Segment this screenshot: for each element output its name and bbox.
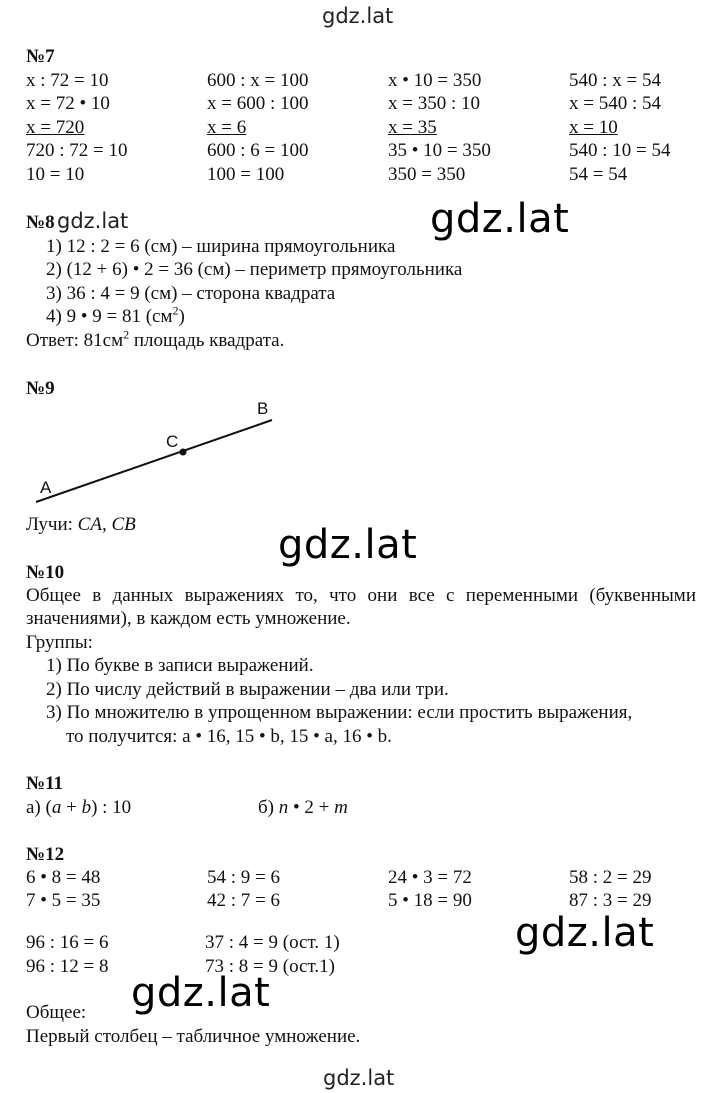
- watermark-bottom: gdz.lat: [323, 1066, 395, 1090]
- task-10-item3: 3) По множителю в упрощенном выражении: если простить выражения,: [46, 702, 633, 723]
- task-7-col3-line5: 350 = 350: [388, 164, 466, 185]
- task-7-col4-line1: 540 : x = 54: [569, 70, 661, 91]
- task-12-r4c2: 73 : 8 = 9 (ост.1): [205, 956, 335, 977]
- task-7-col4-line4: 540 : 10 = 54: [569, 140, 671, 161]
- task-12-r1c1: 6 • 8 = 48: [26, 867, 101, 888]
- task-7-col3-line2: x = 350 : 10: [388, 93, 480, 114]
- task-9-title: №9: [26, 378, 55, 399]
- point-c: [180, 449, 187, 456]
- task-12-common-text: Первый столбец – табличное умножение.: [26, 1026, 361, 1047]
- ray-diagram: [0, 395, 320, 515]
- task-7-col3-line4: 35 • 10 = 350: [388, 140, 491, 161]
- label-b: B: [257, 399, 269, 418]
- task-12-r1c3: 24 • 3 = 72: [388, 867, 472, 888]
- task-12-r3c1: 96 : 16 = 6: [26, 932, 109, 953]
- task-10-text: Общее в данных выражениях то, что они все с переменными (буквенными значениями), в каждом есть умножение.: [26, 585, 696, 629]
- task-10-item1: 1) По букве в записи выражений.: [46, 655, 314, 676]
- task-12-r1c4: 58 : 2 = 29: [569, 867, 652, 888]
- task-12-r2c2: 42 : 7 = 6: [207, 890, 280, 911]
- task-12-title: №12: [26, 844, 65, 865]
- task-8-line2: 2) (12 + 6) • 2 = 36 (см) – периметр прямоугольника: [46, 259, 463, 280]
- task-12-r4c1: 96 : 12 = 8: [26, 956, 109, 977]
- task-7-col4-line5: 54 = 54: [569, 164, 628, 185]
- task-8-title: №8: [26, 212, 55, 233]
- task-12-r2c3: 5 • 18 = 90: [388, 890, 472, 911]
- task-12-r2c4: 87 : 3 = 29: [569, 890, 652, 911]
- task-9-rays: Лучи: CA, CB: [26, 514, 136, 535]
- task-7-col1-line2: x = 72 • 10: [26, 93, 110, 114]
- task-10-item2: 2) По числу действий в выражении – два или три.: [46, 679, 449, 700]
- label-a: A: [40, 478, 52, 497]
- task-12-r3c2: 37 : 4 = 9 (ост. 1): [205, 932, 340, 953]
- task-7-col2-line4: 600 : 6 = 100: [207, 140, 309, 161]
- watermark-big-1: gdz.lat: [430, 196, 570, 242]
- watermark-inline-8: gdz.lat: [57, 209, 129, 233]
- task-7-col3-line1: x • 10 = 350: [388, 70, 482, 91]
- task-7-col1-line3: x = 720: [26, 117, 85, 138]
- task-10-groups-label: Группы:: [26, 632, 93, 653]
- task-7-col1-line5: 10 = 10: [26, 164, 85, 185]
- task-11-title: №11: [26, 773, 64, 794]
- watermark-big-4: gdz.lat: [131, 970, 271, 1016]
- task-12-r2c1: 7 • 5 = 35: [26, 890, 101, 911]
- task-8-line3: 3) 36 : 4 = 9 (см) – сторона квадрата: [46, 283, 336, 304]
- task-10-title: №10: [26, 562, 65, 583]
- ray-line: [36, 420, 272, 502]
- task-8-line1: 1) 12 : 2 = 6 (см) – ширина прямоугольника: [46, 236, 396, 257]
- task-7-col3-line3: x = 35: [388, 117, 437, 138]
- task-7-col2-line1: 600 : x = 100: [207, 70, 309, 91]
- task-7-col2-line2: x = 600 : 100: [207, 93, 309, 114]
- task-11-part-b: б) n • 2 + m: [258, 797, 348, 818]
- task-7-col2-line3: x = 6: [207, 117, 247, 138]
- task-8-line4: 4) 9 • 9 = 81 $(см^2)$: [46, 303, 185, 327]
- task-7-col1-line4: 720 : 72 = 10: [26, 140, 128, 161]
- task-7-title: №7: [26, 46, 55, 67]
- label-c: C: [166, 432, 179, 451]
- watermark-big-2: gdz.lat: [278, 522, 418, 568]
- task-10-item3-cont: то получится: a • 16, 15 • b, 15 • a, 16 • b.: [66, 726, 392, 747]
- task-7-col1-line1: x : 72 = 10: [26, 70, 109, 91]
- task-12-r1c2: 54 : 9 = 6: [207, 867, 280, 888]
- watermark-top: gdz.lat: [322, 4, 394, 28]
- task-8-answer: Ответ: $81см^2$ площадь квадрата.: [26, 327, 285, 351]
- task-7-col4-line2: x = 540 : 54: [569, 93, 661, 114]
- watermark-big-3: gdz.lat: [515, 910, 655, 956]
- task-7-col4-line3: x = 10: [569, 117, 618, 138]
- task-7-col2-line5: 100 = 100: [207, 164, 285, 185]
- task-11-part-a: а) (a + b) : 10: [26, 797, 132, 818]
- task-12-common-label: Общее:: [26, 1002, 87, 1023]
